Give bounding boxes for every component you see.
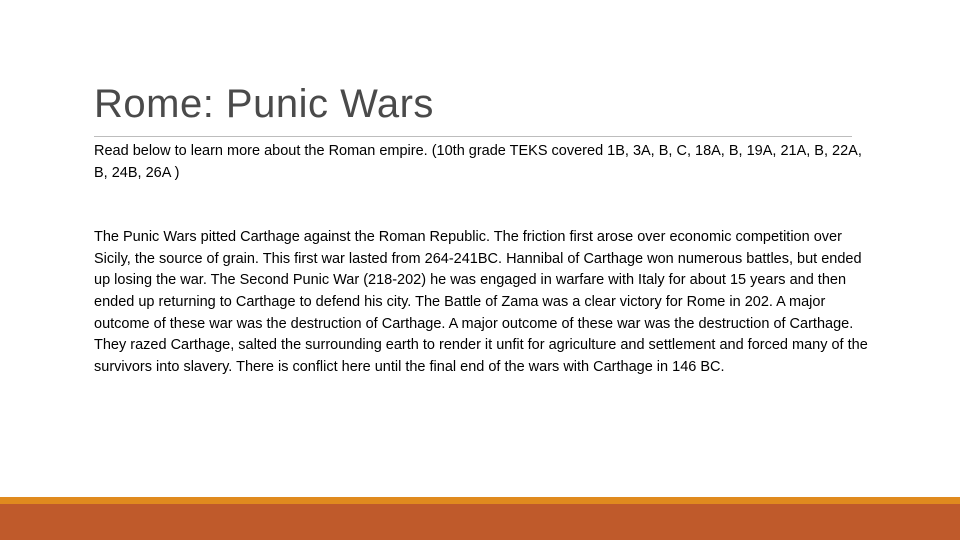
slide-title: Rome: Punic Wars [94, 82, 434, 126]
main-paragraph: The Punic Wars pitted Carthage against the Roman Republic. The friction first arose over economic competition over Sicily, the source of grain. This first war lasted from 264-241BC. Hannibal of Carthage won numerous battles, but ended up losing the war. The Second Punic War (218-202) he was engaged in warfare with Italy for about 15 years and then ended up returning to Carthage to defend his city. The Battle of Zama was a clear victory for Rome in 202. A major outcome of these war was the destruction of Carthage. A major outcome of these war was the destruction of Carthage. They razed Carthage, salted the surrounding earth to render it unfit for agriculture and settlement and forced many of the survivors into slavery. There is conflict here until the final end of the wars with Carthage in 146 BC. [94, 229, 868, 375]
footer-bar [0, 504, 960, 540]
slide-body [94, 141, 874, 378]
footer-accent-bar [0, 497, 960, 504]
intro-paragraph: Read below to learn more about the Roman empire. (10th grade TEKS covered 1B, 3A, B, C, 18A, B, 19A, 21A, B, 22A, B, 24B, 26A ) [94, 143, 862, 181]
title-divider [94, 136, 852, 137]
